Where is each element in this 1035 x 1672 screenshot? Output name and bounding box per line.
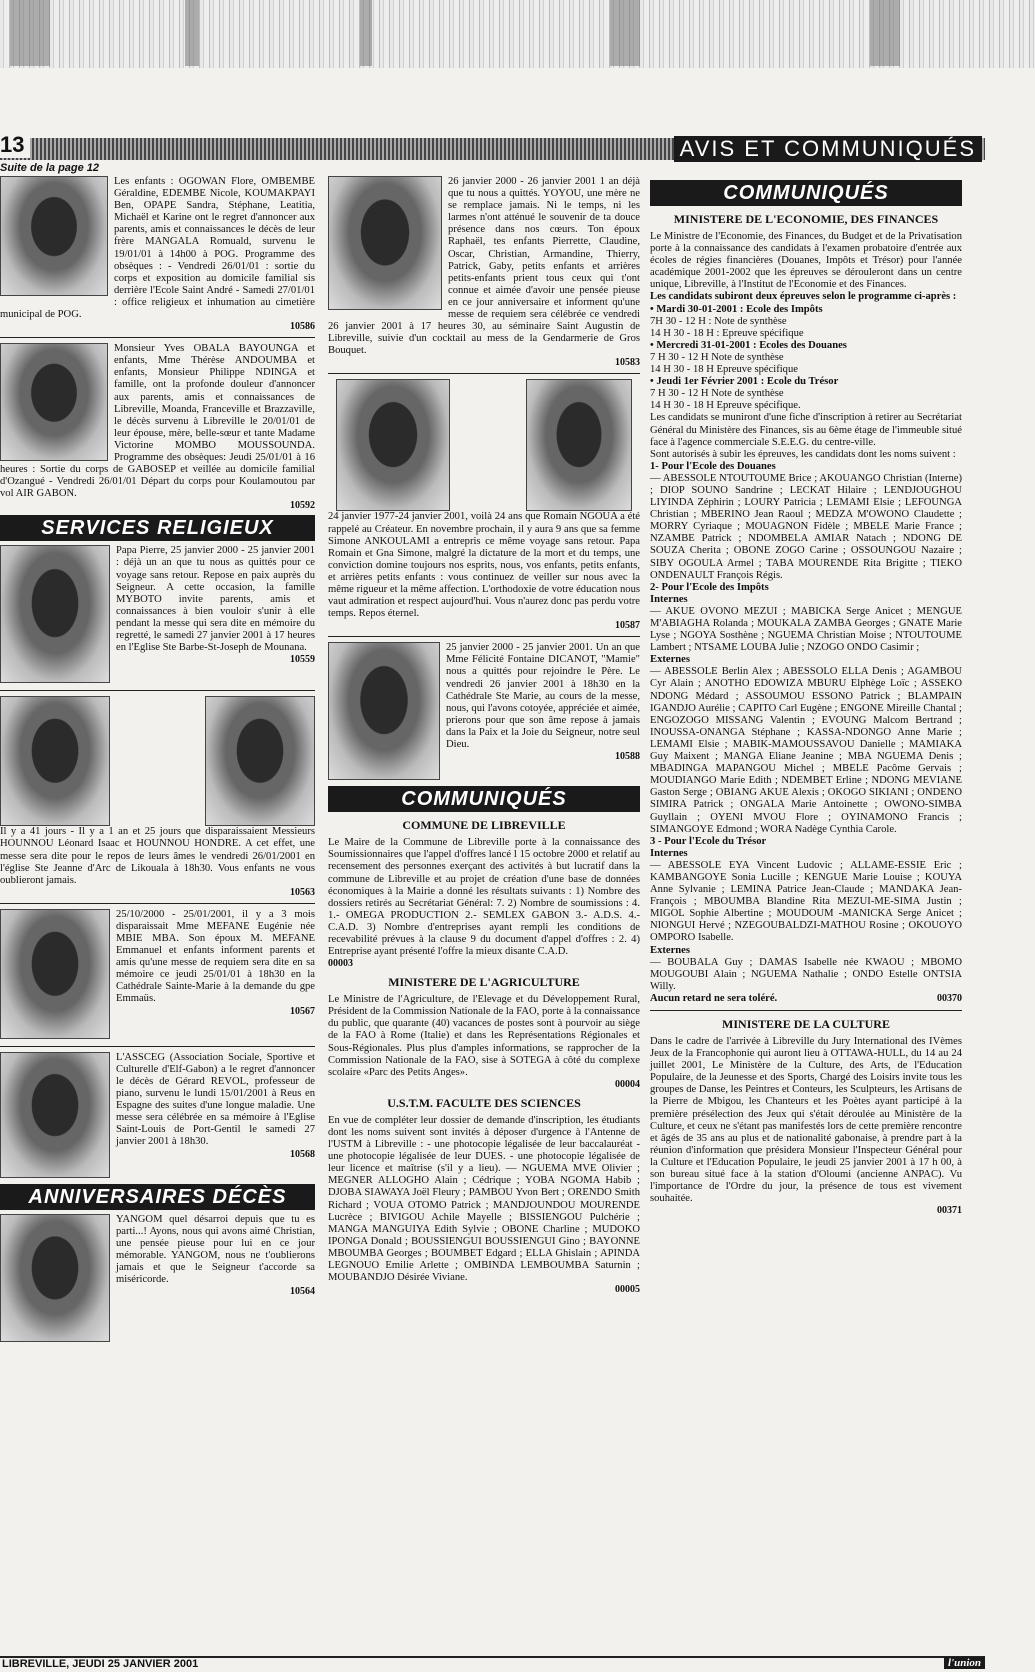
newspaper-logo: l'union <box>944 1657 985 1669</box>
continued-note: Suite de la page 12 <box>0 162 100 174</box>
portrait-photo <box>0 176 108 296</box>
communique-ref: 00003 <box>328 958 353 970</box>
communique-text: Dans le cadre de l'arrivée à Libreville du Jury International des IVèmes Jeux de la Francophonie qui auront lieu à OTTAWA-HULL, du 14 au 24 juillet 2001, Le Ministère de la Culture, des Arts, de l'Education Populaire, de la Jeunesse et des Sports, Chargé des Loisirs invite tous les groupes de Danse, les Peintres et Conteurs, les Sculpteurs, les Artisans de la Pierre de Mbigou, les Chanteurs et les Poètes ayant participé à la première présélection des Jeux qui s'était déroulée au Ministère de la Culture, et ceux ne s'étant pas manifestés lors de cette première rencontre et âgés de 35 ans au plus et de nationalité gabonaise, à prendre part à la réunion d'information que présidera Monsieur l'Inspecteur Général pour la Culture et l'Education Populaire, le jeudi 25 janvier 2001 à 17 h 00, à son bureau situé face à la station d'Oloumi (ancienne ANPAC). Vu l'importance de l'Ordre du jour, la présence de tous est vivement souhaitée. <box>650 1036 962 1205</box>
divider <box>328 636 640 637</box>
portrait-photo <box>336 379 450 511</box>
religious-service-notice <box>0 545 315 685</box>
section-title-anniversaires: ANNIVERSAIRES DÉCÈS <box>0 1184 315 1210</box>
page-number: 13 <box>0 132 30 158</box>
column-1 <box>0 176 315 1344</box>
subgroup-label: Internes <box>650 593 688 605</box>
subgroup-label: Externes <box>650 654 691 666</box>
notice-ref: 10588 <box>615 751 640 763</box>
anniversary-notice <box>0 1214 315 1344</box>
anniversary-notice <box>328 642 640 782</box>
portrait-photo <box>0 343 108 461</box>
communique-heading: U.S.T.M. FACULTE DES SCIENCES <box>387 1095 581 1110</box>
program-heading: Les candidats subiront deux épreuves selon le programme ci-après : <box>650 291 957 303</box>
communique-heading: MINISTERE DE L'AGRICULTURE <box>388 975 580 990</box>
communique-ref: 00370 <box>937 992 962 1004</box>
exam-slot: 7 H 30 - 12 H Note de synthèse <box>650 388 784 400</box>
divider <box>0 903 315 904</box>
section-title-communiques: COMMUNIQUÉS <box>328 786 640 812</box>
notice-ref: 10559 <box>290 654 315 666</box>
communique-heading: COMMUNE DE LIBREVILLE <box>402 818 566 833</box>
notice-ref: 10583 <box>615 357 640 369</box>
notice-text: Il y a 41 jours - Il y a 1 an et 25 jours que disparaissaient Messieurs HOUNNOU Léonard Isaac et HOUNNOU HONDRE. A cet effet, une messe sera dite pour le repos de leurs âmes le vendredi 26/01/2001 en l'église Ste Jeanne d'Arc de Likouala à 18h30. Vous enfants ne vous oublieront jamais. <box>0 826 315 886</box>
closing-note: Aucun retard ne sera toléré. <box>650 992 778 1004</box>
subgroup-label: Internes <box>650 847 688 859</box>
rubrique-title: AVIS ET COMMUNIQUÉS <box>674 136 982 162</box>
communique-ref: 00005 <box>615 1284 640 1296</box>
communique-text: Le Ministre de l'Agriculture, de l'Elevage et du Développement Rural, Président de la Commission Nationale de la FAO, porte à la connaissance du public, que quarante (40) vacances de postes sont à pourvoir au siège de la FAO à Rome (Italie) et dans les Représentations Régionales et Sous-Régionales. Plus plus d'amples informations, se rapprocher de la Commission Nationale de la FAO, sise à SOTEGA à côté du complexe scolaire «Parc des Petits Anges». <box>328 994 640 1078</box>
scan-top-band <box>0 0 1035 68</box>
notice-text: 24 janvier 1977-24 janvier 2001, voilà 24 ans que Romain NGOUA a été rappelé au Créateur. En novembre prochain, il y aura 9 ans que sa femme Simone ANKOULAMI a entrepris ce même voyage sans retour. Papa Romain et Gna Simone, malgré la dictature de la mort et du temps, une conviction domine toujours nos esprits, nous, vos enfants, petits enfants, et arrières petits enfants : vous continuez de veiller sur nous avec la même rigueur et la même affection. L'orthodoxie de votre éducation nous vaut admiration et respect aujourd'hui. Vous n'aurez donc pas perdu votre temps. Repos éternel. <box>328 511 640 620</box>
footer-date: LIBREVILLE, JEUDI 25 JANVIER 2001 <box>2 1658 199 1670</box>
obituary-notice <box>0 343 315 511</box>
section-title-communiques: COMMUNIQUÉS <box>650 180 962 206</box>
communique-text: Le Maire de la Commune de Libreville porte à la connaissance des Soumissionnaires que l'appel d'offres lancé l 15 octobre 2000 et relatif au recensement des personnes exerçant des activités à but lucratif dans la commune de Libreville et au projet de création d'une base de données économiques à la Mairie a donné les résultats suivants : 1) Nombre des dossiers retirés au Secrétariat Général: 7. 2) Nombre de soumissions : 4. 1.- OMEGA PRODUCTION 2.- SEMLEX GABON 3.- A.D.S. 4.- C.A.D. 3) Nombre d'entreprises ayant rempli les conditions de recevabilité prévues à la clause 9 du document d'appel d'offres : 2. 4) Entreprise ayant présenté l'offre la mieux disante C.A.D. <box>328 837 640 958</box>
divider <box>0 1046 315 1047</box>
candidate-list: — BOUBALA Guy ; DAMAS Isabelle née KWAOU ; MBOMO MOUGOUBI Alain ; NGUEMA Nathalie ; ONDO Estelle ONTSIA Willy. <box>650 956 962 992</box>
notice-ref: 10587 <box>615 620 640 632</box>
candidate-list: — ABESSOLE NTOUTOUME Brice ; AKOUANGO Christian (Interne) ; DIOP SOUNO Sandrine ; LECKAT Hilaire ; LENDJOUGHOU LIYINDA Zéphirin ; LOURY Patricia ; LEMAMI Elsie ; LEFOUNGA Christian ; MBERINO Jean Raoul ; MEDZA M'OWONO Claudette ; MORRY Cyriaque ; MOUAGNON Fidèle ; MBELE Marie France ; NZAMBE Patrick ; NDOMBELA AMIAR Natach ; NDONG DE SOUZA Cherita ; OBONE ZOGO Carine ; OSSOUNGOU Nazaire ; SIBY OGOULA Armel ; TABA MOURENDE Rita Brigitte ; TIEKO ONDENAULT François Régis. <box>650 472 962 581</box>
column-2 <box>328 176 640 1295</box>
notice-ref: 10586 <box>290 321 315 333</box>
section-title-services: SERVICES RELIGIEUX <box>0 515 315 541</box>
column-3 <box>650 176 962 1216</box>
exam-slot: 14 H 30 - 18 H Epreuve spécifique <box>650 364 798 376</box>
obituary-notice <box>0 176 315 332</box>
portrait-photo <box>205 696 315 826</box>
portrait-photo <box>328 642 440 780</box>
anniversary-notice <box>328 176 640 368</box>
portrait-photo <box>0 545 110 683</box>
communique-text: En vue de compléter leur dossier de demande d'inscription, les étudiants dont les noms suivent sont invités à déposer d'urgence à l'Antenne de l'USTM à Libreville : - une photocopie légalisée de leur baccalauréat - une photocopie légalisée de leur DUES. - une photocopie légalisée de leur licence et maîtrise (s'il y a lieu). — NGUEMA MVE Olivier ; MEGNER ALLOGHO Alain ; Cédrique ; YOBA NGOMA Habib ; DJOBA SIAWAYA Joël Fleury ; PAMBOU Yvon Bert ; ORENDO Smith Richard ; VOUA OTOMO Patrick ; MANDJOUNDOU MOURENDE Lucrèce ; BIVIGOU Achile Mayelle ; BISSIENGOU Pulchérie ; MANGA MANGUIYA Edith Sylvie ; OBONE Charline ; MUDOKO IPONGA Donald ; BOUSSIENGUI BOUSSIENGUI Gino ; BAYONNE MBOUMBA Georges ; BOUMBET Edgard ; ELLA Ghislain ; APINDA LEGNOUO Emilie Arlette ; OMBINDA LEMBOUMBA Saturnin ; MOUBANDJO Désirée Viviane. <box>328 1114 640 1284</box>
notice-ref: 10568 <box>290 1148 315 1160</box>
notice-text: L'ASSCEG (Association Sociale, Sportive et Culturelle d'Elf-Gabon) a le regret d'annoncer le décès de Gérard REVOL, professeur de piano, survenu le lundi 15/01/2001 à Reus en Espagne des suites d'une longue maladie. Une messe sera célébrée en sa mémoire à l'Eglise Saint-Louis de Port-Gentil le samedi 27 janvier 2001 à 18h30. <box>116 1051 315 1148</box>
portrait-photo <box>328 176 442 310</box>
notice-text: Monsieur Yves OBALA BAYOUNGA et enfants, Mme Thérèse ANDOUMBA et enfants, Monsieur Philippe NDINGA et famille, ont la profonde douleur d'annoncer aux parents, amis et connaissances de Libreville, Moanda, Franceville et Brazzaville, le décès survenu à Libreville le 20/01/01 de leur épouse, mère, belle-sœur et tante Madame Victorine MOMBO MOUSSOUNDA. Programme des obsèques: Jeudi 25/01/01 à 16 heures : Sortie du corps de GABOSEP et veillée au domicile familial d'Ozangué - Vendredi 26/01/01 Départ du corps pour Koulamoutou par vol AIR GABON. <box>0 343 315 500</box>
exam-slot: 7 H 30 - 12 H Note de synthèse <box>650 351 784 363</box>
divider <box>0 690 315 691</box>
exam-slot: 14 H 30 - 18 H Epreuve spécifique. <box>650 400 801 412</box>
notice-ref: 10563 <box>290 886 315 898</box>
notice-ref: 10592 <box>290 500 315 512</box>
candidate-list: — ABESSOLE Berlin Alex ; ABESSOLO ELLA Denis ; AGAMBOU Cyr Alain ; ANOTHO EDOWIZA MBURU Elphège Loïc ; ASSEKO NDONG Médard ; ASSOUMOU ESSONO Patrick ; BLAMPAIN IGANDJO Aurélie ; CAPITO Carl Eugène ; ENGONE Mireille Chantal ; ENGOZOGO MISSANG Valentin ; EVOUNG Malcom Bertrand ; INOUSSA-ONANGA Stéphane ; KASSA-NDONGO Anne Marie ; LEMAMI Elsie ; MABIK-MAMOUSSAVOU Danielle ; MAMIAKA Guy Maixent ; MANGA Eliane Jeanine ; MBA NGUEMA Denis ; MBADINGA MAPANGOU Michel ; MBELE Pacôme Gervais ; MOUDIANGO Marie Edith ; NDEMBET Erline ; NDONG MEVIANE Gaston Serge ; OBIANG AKUE Alexis ; OKOGO SIKIANI ; ONDENO SIMIRA Patrick ; ONGALA Marie Antoinette ; OWONO-SIMBA Guyllain ; OYENI MVOU Flore ; OYINAMONO Francis ; SIMANGOYE Edmond ; WORA Nadège Cynthia Carole. <box>650 666 962 835</box>
divider <box>328 373 640 374</box>
notice-text: Les enfants : OGOWAN Flore, OMBEMBE Géraldine, EDEMBE Nicole, KOUMAKPAYI Ben, OPAPE Sandra, Stéphane, Leatitia, Michaël et Karine ont le regret d'annoncer aux parents, amis et connaissances le décès de leur frère MANGALA Romuald, survenu le 19/01/01 à 14h00 à POG. Programme des obsèques : - Vendredi 26/01/01 : sortie du corps et exposition au domicile familial sis derrière l'Ecole Saint André - Samedi 27/01/01 : office religieux et inhumation au cimetière municipal de POG. <box>0 176 315 321</box>
notice-text: 25 janvier 2000 - 25 janvier 2001. Un an que Mme Félicité Fontaine DICANOT, "Mamie" nous a quittés pour rejoindre le Père. Le vendredi 26 janvier 2001 à 18h30 en la Cathédrale Ste Marie, au cours de la messe, nous, qui l'avons cotoyée, appréciée et aimée, prierons pour que son âme repose à jamais dans la Paix et la Joie du Seigneur, notre seul Dieu. <box>446 642 640 750</box>
notice-ref: 10567 <box>290 1005 315 1017</box>
divider <box>650 1010 962 1011</box>
exam-day: • Mercredi 31-01-2001 : Ecoles des Douanes <box>650 339 847 351</box>
portrait-photo <box>0 1052 110 1178</box>
notice-text: Papa Pierre, 25 janvier 2000 - 25 janvier 2001 : déjà un an que tu nous as quittés pour ce voyage sans retour. Repose en paix auprès du Seigneur. A cette occasion, la famille MYBOTO invite parents, amis et connaissances à bien vouloir s'unir à elle pendant la messe qui sera dite en mémoire du regretté, le samedi 27 janvier 2001 à 17 heures en l'Eglise Ste Barbe-St-Joseph de Mounana. <box>116 545 315 654</box>
notice-text: YANGOM quel désarroi depuis que tu es parti...! Ayons, nous qui avons aimé Christian, une pensée pieuse pour lui en ce jour mémorable. YANGOM, nous ne t'oublierons jamais et que le Seigneur t'accorde sa miséricorde. <box>116 1213 315 1286</box>
religious-service-notice <box>0 826 315 897</box>
exam-slot: 14 H 30 - 18 H : Epreuve spécifique <box>650 327 804 339</box>
communique-heading: MINISTERE DE LA CULTURE <box>722 1017 890 1031</box>
communique-text: Les candidats se muniront d'une fiche d'inscription à retirer au Secrétariat Général du Ministère des Finances, sis au 6ème étage de l'immeuble situé face à l'agence commerciale S.E.E.G. du centre-ville. <box>650 412 962 448</box>
school-heading: 2- Pour l'Ecole des Impôts <box>650 581 769 593</box>
page-footer <box>0 1656 985 1672</box>
anniversary-notice <box>328 511 640 631</box>
communique-heading: MINISTERE DE L'ECONOMIE, DES FINANCES <box>673 212 939 226</box>
candidate-list: — AKUE OVONO MEZUI ; MABICKA Serge Anicet ; MENGUE M'ABIAGHA Rolanda ; MOUKALA ZAMBA Georges ; GNATE Marie Lyse ; NGOYA Sosthène ; NGUEMA Christian Moise ; NTOUTOUME Lambert ; NTSAME LOUBA Julie ; NZOGO ONDO Casimir ; <box>650 605 962 654</box>
religious-service-notice <box>0 1052 315 1180</box>
exam-slot: 7H 30 - 12 H : Note de synthèse <box>650 315 787 327</box>
newspaper-page <box>0 130 985 1670</box>
portrait-photo <box>0 909 110 1039</box>
school-heading: 3 - Pour l'Ecole du Trésor <box>650 835 767 847</box>
portrait-photo <box>0 1214 110 1342</box>
portrait-photo <box>0 696 110 826</box>
divider <box>0 337 315 338</box>
communique-ref: 00004 <box>615 1078 640 1090</box>
notice-ref: 10564 <box>290 1286 315 1298</box>
subgroup-label: Externes <box>650 944 691 956</box>
communique-text: Sont autorisés à subir les épreuves, les candidats dont les noms suivent : <box>650 448 956 460</box>
exam-day: • Mardi 30-01-2001 : Ecole des Impôts <box>650 303 823 315</box>
photo-row <box>328 379 640 511</box>
notice-text: 26 janvier 2000 - 26 janvier 2001 1 an déjà que tu nous a quittés. YOYOU, une mère ne se remplace jamais. Ni le temps, ni les larmes n'ont atténué le souvenir de ta douce présence dans nos cœurs. Ton époux Raphaël, tes enfants Pierrette, Claudine, Oscar, Christian, Armandine, Thierry, Patrick, Gaby, petits enfants et arrières petits-enfants prient tous ceux qui t'ont connue et aimée d'avoir une pensée pieuse en ce jour anniversaire et informent qu'une messe de requiem sera célébrée ce vendredi 26 janvier 2001 à 17 heures 30, au séminaire Saint Augustin de Libreville, suivie d'un cocktail au mess de la Gendarmerie de Gros Bouquet. <box>328 176 640 357</box>
communique-text: Le Ministre de l'Economie, des Finances, du Budget et de la Privatisation porte à la connaissance des candidats à l'examen probatoire d'entrée aux écoles de régies financières (Douanes, Impôts et Trésor) pour l'année académique 2001-2002 que les épreuves se dérouleront dans un centre unique, Libreville, à l'Institut de l'Economie et des Finances. <box>650 231 962 291</box>
closing-line <box>650 993 962 1005</box>
notice-text: 25/10/2000 - 25/01/2001, il y a 3 mois disparaissait Mme MEFANE Eugénie née MBIE MBA. Son époux M. MEFANE Emmanuel et enfants informent parents et amis qu'une messe de requiem sera dite en sa mémoire ce jeudi 25/01/01 à 18h30 en la Cathédrale Sainte-Marie à la demande du gpe Emmaüs. <box>116 908 315 1005</box>
portrait-photo <box>526 379 632 511</box>
school-heading: 1- Pour l'Ecole des Douanes <box>650 460 776 472</box>
exam-day: • Jeudi 1er Février 2001 : Ecole du Trésor <box>650 376 839 388</box>
religious-service-notice <box>0 909 315 1041</box>
candidate-list: — ABESSOLE EYA Vincent Ludovic ; ALLAME-ESSIE Eric ; KAMBANGOYE Sonia Lucille ; KENGUE Marie Louise ; KOUYA Anne Sylvanie ; LEMINA Patrice Jean-Claude ; MANDAKA Jean-François ; MBOUMBA Blandine Rita MEZUI-ME-SIMA Justin ; MIGOL Sophie Albertine ; MOUDOUM -MANICKA Serge Anicet ; NIONGUI Hervé ; NZEGOUBALDZI-MATHOU Rosine ; OKOUOYO OMPORO Isabelle. <box>650 859 962 944</box>
communique-ref: 00371 <box>937 1205 962 1217</box>
photo-row <box>0 696 315 826</box>
